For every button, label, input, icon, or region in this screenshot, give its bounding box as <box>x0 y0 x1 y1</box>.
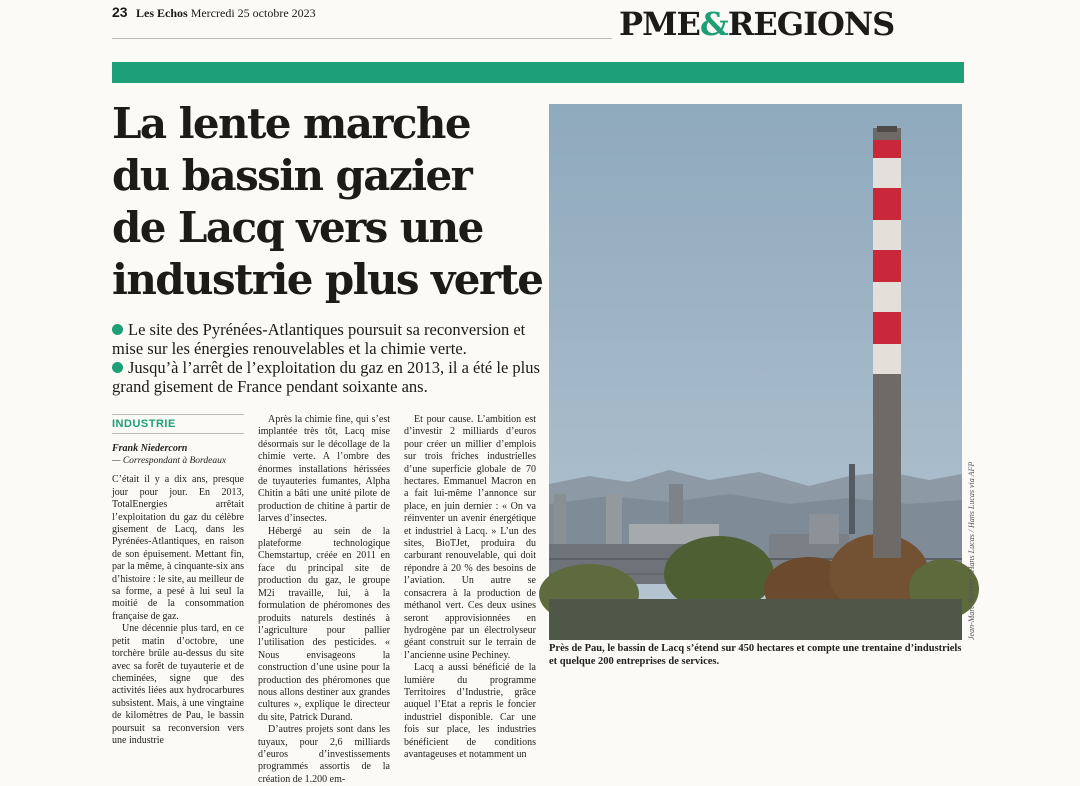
header-rule <box>112 38 612 39</box>
bullet-icon <box>112 324 123 335</box>
header-info <box>136 6 316 21</box>
photo-credit <box>965 104 977 640</box>
section-title-amp: & <box>699 5 728 43</box>
author-name: Frank Niedercorn <box>112 443 188 455</box>
author-role: — Correspondant à Bordeaux <box>112 456 227 467</box>
article-column-2 <box>258 414 390 786</box>
bullet-icon <box>112 362 123 373</box>
headline <box>112 98 542 306</box>
section-band <box>112 62 964 83</box>
article-column-3 <box>404 414 536 761</box>
headline-line: du bassin gazier <box>112 151 472 200</box>
article-column-1 <box>112 414 244 747</box>
chimney <box>873 126 901 558</box>
page-number: 23 <box>112 4 128 20</box>
paragraph: Une décennie plus tard, en ce petit matin d’octobre, une torchère brûle au-dessus du site avec sa forêt de tuyauterie et de cheminées, signe que des activités liées aux hydrocarbures subsistent. Mais, à une vingtaine de kilomètres de Pau, le bassin poursuit sa reconversion vers une industrie <box>112 623 244 746</box>
paragraph: D’autres projets sont dans les tuyaux, pour 2,6 milliards d’euros d’investissements programmés assortis de la création de 1.200 em- <box>258 724 390 785</box>
paragraph: Hébergé au sein de la plateforme technologique Chemstartup, créée en 2011 en face du principal site de production du gaz, le groupe M2i travaille, lui, à la formulation de phéromones des produits naturels destinés à l’agriculture pour pallier l’utilisation des pesticides. « Nous envisageons la construction d’une usine pour la production des phéromones que nous allons destiner aux grandes cultures », explique le directeur du site, Patrick Durand. <box>258 525 390 723</box>
lead-item <box>112 320 548 358</box>
paragraph: Après la chimie fine, qui s’est implantée très tôt, Lacq mise désormais sur le décollage de la chimie verte. A l’ombre des énormes installations hérissées de tuyauteries fumantes, Alpha Chitin a bâti une unité pilote de production de chitine à partir de larves d’insectes. <box>258 414 390 525</box>
issue-date: Mercredi 25 octobre 2023 <box>190 6 316 20</box>
photo-credit-text: Jean-Marc Barrere / Hans Lucas / Hans Lucas via AFP <box>967 461 976 640</box>
section-title-part2: REGIONS <box>727 5 895 43</box>
headline-line: industrie plus verte <box>112 255 543 304</box>
photo-caption: Près de Pau, le bassin de Lacq s’étend sur 450 hectares et compte une trentaine d’industriels et quelque 200 entreprises de services. <box>549 643 962 667</box>
newspaper-name: Les Echos <box>136 6 188 20</box>
ground <box>549 599 962 640</box>
rubric-box <box>112 414 244 434</box>
rubric: INDUSTRIE <box>112 418 176 430</box>
section-title-part1: PME <box>619 5 700 43</box>
photo-illustration <box>549 104 962 640</box>
paragraph: Lacq a aussi bénéficié de la lumière du programme Territoires d’Industrie, grâce auquel l’Etat a repris le foncier industriel disponible. Car une fois sur place, les industries bénéficient de conditions avantageuses et notamment un <box>404 662 536 760</box>
lead-text: Jusqu’à l’arrêt de l’exploitation du gaz en 2013, il a été le plus grand gisement de France pendant soixante ans. <box>112 358 540 396</box>
section-title <box>619 4 964 44</box>
lead-item <box>112 358 548 396</box>
lead-text: Le site des Pyrénées-Atlantiques poursuit sa reconversion et mise sur les énergies renouvelables et la chimie verte. <box>112 320 526 358</box>
headline-line: La lente marche <box>112 99 470 148</box>
paragraph: C’était il y a dix ans, presque jour pour jour. En 2013, TotalEnergies arrêtait l’exploitation du gaz du célèbre gisement de Lacq, dans les Pyrénées-Atlantiques, en raison de son épuisement. Mettant fin, par la même, à cinquante-six ans d’histoire : le site, au meilleur de sa forme, a pesé à lui seul la moitié de la consommation française de gaz. <box>112 474 244 622</box>
industrial-site-photo <box>549 104 962 640</box>
lead <box>112 320 548 396</box>
paragraph: Et pour cause. L’ambition est d’investir 2 milliards d’euros pour créer un millier d’emplois sur trois friches industrielles d’une superficie globale de 70 hectares. Emmanuel Macron en a fait lui-même l’annonce sur place, en juin dernier : « On va réinventer un avenir énergétique et industriel à Lacq. » L’un des sites, BioTJet, produira du carburant renouvelable, qui doit répondre à 20 % des besoins de l’aviation. Un autre se consacrera à la production de méthanol vert. Ces deux usines seront approvisionnées en hydrogène par un électrolyseur géant construit sur le terrain de l’ancienne usine Pechiney. <box>404 414 536 661</box>
headline-line: de Lacq vers une <box>112 203 483 252</box>
